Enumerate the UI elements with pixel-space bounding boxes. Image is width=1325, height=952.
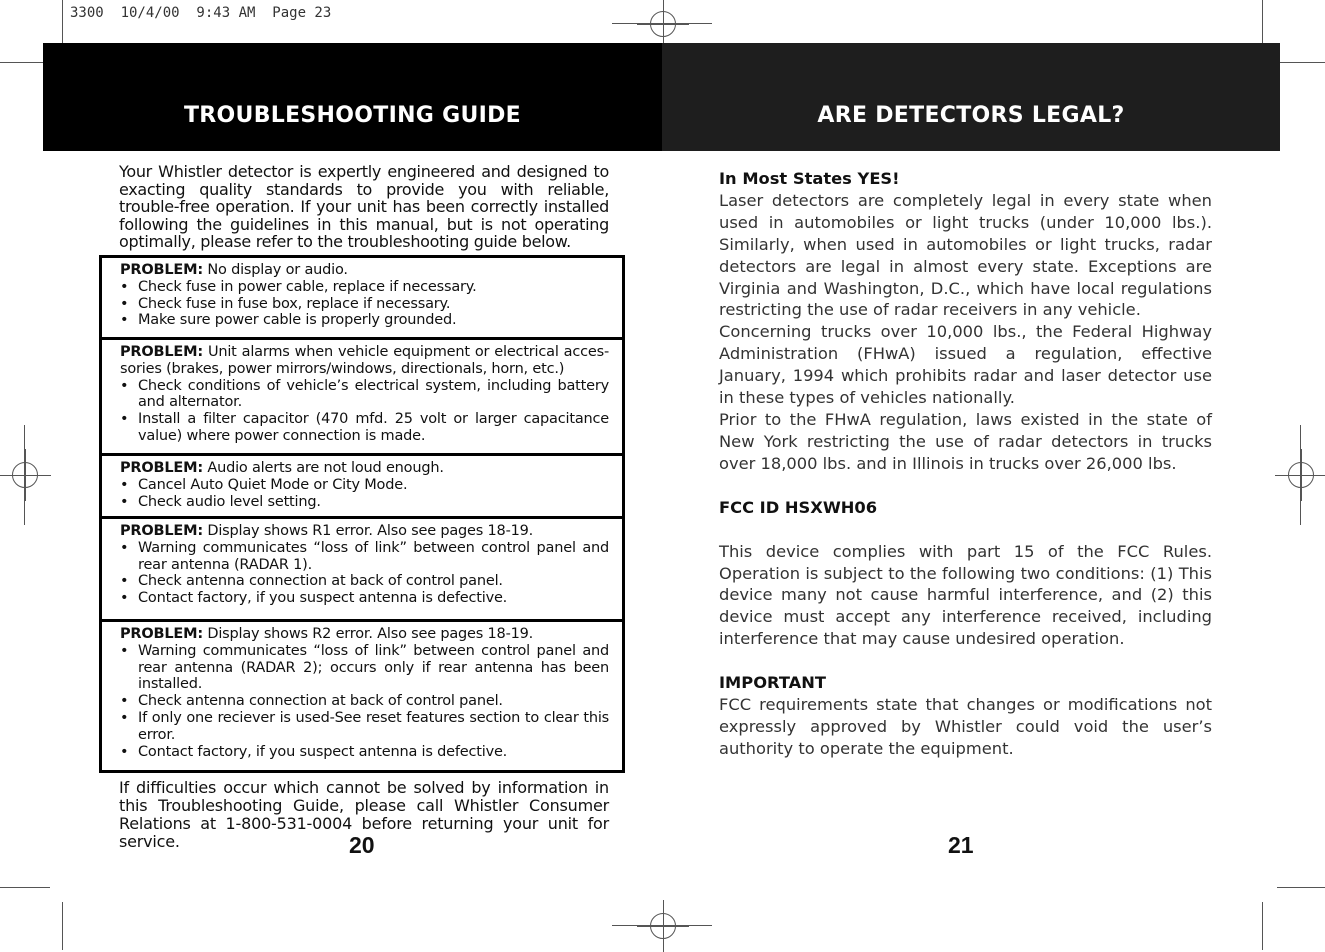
problem-items xyxy=(120,378,609,445)
list-item: • Check antenna connection at back of control panel. xyxy=(120,693,609,710)
crop-mark xyxy=(612,23,712,24)
page-title-left: TROUBLESHOOTING GUIDE xyxy=(183,103,521,128)
problem-block xyxy=(102,456,622,519)
list-item: • Install a filter capacitor (470 mfd. 25 volt or larger capacitance value) where power connection is made. xyxy=(120,411,609,445)
list-item: • Check conditions of vehicle’s electrical system, including battery and alternator. xyxy=(120,378,609,412)
problem-label: PROBLEM: xyxy=(120,626,203,642)
problem-items xyxy=(120,477,609,511)
crop-mark xyxy=(612,925,712,926)
problem-items xyxy=(120,279,609,329)
problem-block xyxy=(102,519,622,622)
problem-title: Display shows R1 error. Also see pages 18-19. xyxy=(207,523,534,539)
problem-items xyxy=(120,540,609,607)
page-title-right: ARE DETECTORS LEGAL? xyxy=(817,103,1125,128)
section-heading: IMPORTANT xyxy=(719,673,827,693)
problem-label: PROBLEM: xyxy=(120,523,203,539)
crop-mark xyxy=(62,902,63,950)
registration-mark-bottom xyxy=(650,913,676,939)
list-item: • Make sure power cable is properly grounded. xyxy=(120,312,609,329)
body-paragraph: Concerning trucks over 10,000 lbs., the Federal Highway Administration (FHwA) issued a regulation, effective January, 1994 which prohibits radar and laser detector use in these types of vehicles nationally. xyxy=(719,322,1212,408)
section-heading: FCC ID HSXWH06 xyxy=(719,497,878,517)
crop-mark xyxy=(24,425,25,525)
list-item: • Warning communicates “loss of link” between control panel and rear antenna (RADAR 1). xyxy=(120,540,609,574)
legal-content xyxy=(719,168,1212,760)
registration-mark-top xyxy=(650,11,676,37)
list-item: • If only one reciever is used-See reset features section to clear this error. xyxy=(120,710,609,744)
print-slug: 3300 10/4/00 9:43 AM Page 23 xyxy=(70,5,332,21)
problem-block xyxy=(102,340,622,456)
support-note: If difficulties occur which cannot be solved by information in this Troubleshooting Guide, please call Whistler Consumer Relations at 1-800-531-0004 before returning your unit for service. xyxy=(119,778,609,851)
legal-header xyxy=(662,43,1280,151)
list-item: • Check fuse in fuse box, replace if necessary. xyxy=(120,296,609,313)
body-paragraph: Prior to the FHwA regulation, laws existed in the state of New York restricting the use of radar detectors in trucks over 18,000 lbs. and in Illinois in trucks over 26,000 lbs. xyxy=(719,409,1212,473)
body-paragraph: Laser detectors are completely legal in every state when used in automobiles or light trucks (under 10,000 lbs.). Similarly, when used in automobiles or light trucks, radar detectors are legal in almost every state. Exceptions are Virginia and Washington, D.C., which have local regulations restricting the use of radar receivers in any vehicle. xyxy=(719,190,1212,320)
list-item: • Check fuse in power cable, replace if necessary. xyxy=(120,279,609,296)
problem-label: PROBLEM: xyxy=(120,460,203,476)
problem-title: Unit alarms when vehicle equipment or electrical acces-sories (brakes, power mirrors/windows, directionals, horn, etc.) xyxy=(120,344,609,377)
problems-table xyxy=(99,255,625,773)
registration-mark-right xyxy=(1288,462,1314,488)
crop-mark xyxy=(0,887,50,888)
intro-paragraph: Your Whistler detector is expertly engineered and designed to exacting quality standards to provide you with reliable, trouble-free operation. If your unit has been correctly installed following the guidelines in this manual, but is not operating optimally, please refer to the troubleshooting guide below. xyxy=(119,162,609,252)
body-paragraph: This device complies with part 15 of the FCC Rules. Operation is subject to the following two conditions: (1) This device many not cause harmful interference, and (2) this device must accept any interference received, including interference that may cause undesired operation. xyxy=(719,541,1212,649)
crop-mark xyxy=(1262,0,1263,48)
list-item: • Contact factory, if you suspect antenna is defective. xyxy=(120,744,609,761)
list-item: • Cancel Auto Quiet Mode or City Mode. xyxy=(120,477,609,494)
problem-title: No display or audio. xyxy=(207,262,348,278)
problem-items xyxy=(120,643,609,761)
section-heading: In Most States YES! xyxy=(719,169,900,188)
list-item: • Warning communicates “loss of link” between control panel and rear antenna (RADAR 2); occurs only if rear antenna has been installed. xyxy=(120,643,609,693)
problem-block xyxy=(102,622,622,770)
problem-title: Display shows R2 error. Also see pages 18-19. xyxy=(207,626,534,642)
body-paragraph: FCC requirements state that changes or modifications not expressly approved by Whistler could void the user’s authority to operate the equipment. xyxy=(719,695,1212,758)
troubleshooting-header xyxy=(43,43,662,151)
crop-mark xyxy=(1300,425,1301,525)
list-item: • Check antenna connection at back of control panel. xyxy=(120,573,609,590)
problem-label: PROBLEM: xyxy=(120,262,203,278)
crop-mark xyxy=(1277,887,1325,888)
crop-mark xyxy=(1262,902,1263,950)
crop-mark xyxy=(62,0,63,48)
registration-mark-left xyxy=(12,462,38,488)
list-item: • Contact factory, if you suspect antenna is defective. xyxy=(120,590,609,607)
problem-title: Audio alerts are not loud enough. xyxy=(207,460,444,476)
page-number-right: 21 xyxy=(948,832,974,858)
page-number-left: 20 xyxy=(349,832,375,858)
problem-label: PROBLEM: xyxy=(120,344,203,360)
list-item: • Check audio level setting. xyxy=(120,494,609,511)
problem-block xyxy=(102,258,622,340)
crop-mark xyxy=(1277,62,1325,63)
